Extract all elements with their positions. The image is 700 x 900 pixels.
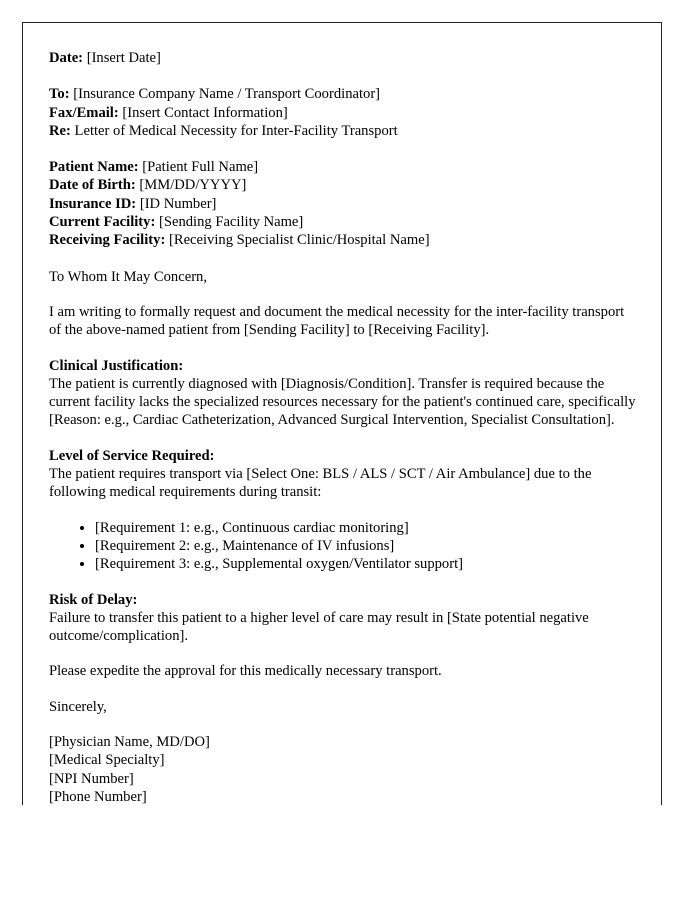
document-page: [22, 22, 662, 805]
fax-email-value: [Insert Contact Information]: [122, 104, 288, 121]
clinical-justification-body: The patient is currently diagnosed with [Diagnosis/Condition]. Transfer is required because the current facility lacks the specialized resources necessary for the patient's continued care, specifically [Reason: e.g., Cardiac Catheterization, Advanced Surgical Intervention, Specialist Consultation].: [49, 375, 636, 429]
requirements-list: [49, 519, 639, 574]
fax-email-label: Fax/Email:: [49, 104, 119, 121]
list-item: • [Requirement 3: e.g., Supplemental oxygen/Ventilator support]: [95, 555, 639, 573]
patient-info-row: [49, 158, 639, 176]
insurance-id-value: [ID Number]: [139, 195, 217, 212]
spacer: [49, 502, 639, 519]
patient-info-row: [49, 195, 639, 213]
signature-line: [Phone Number]: [49, 788, 147, 805]
risk-of-delay-body: Failure to transfer this patient to a higher level of care may result in [State potential negative outcome/complication].: [49, 609, 589, 645]
level-of-service-heading: Level of Service Required:: [49, 447, 215, 464]
spacer: [49, 340, 639, 357]
current-facility-label: Current Facility:: [49, 214, 156, 231]
receiving-facility-value: [Receiving Specialist Clinic/Hospital Name]: [168, 232, 430, 249]
re-value: Letter of Medical Necessity for Inter-Facility Transport: [74, 122, 398, 139]
patient-info-row: [49, 176, 639, 194]
sign-off: Sincerely,: [49, 698, 107, 715]
re-label: Re:: [49, 122, 71, 139]
spacer: [49, 716, 639, 733]
intro-paragraph: I am writing to formally request and document the medical necessity for the inter-facility transport of the above-named patient from [Sending Facility] to [Receiving Facility].: [49, 303, 625, 339]
patient-name-label: Patient Name:: [49, 159, 139, 176]
signature-line: [Physician Name, MD/DO]: [49, 734, 210, 751]
date-value: [Insert Date]: [86, 50, 161, 66]
clinical-justification-heading: Clinical Justification:: [49, 357, 184, 374]
spacer: [49, 250, 639, 268]
level-of-service-body: The patient requires transport via [Select One: BLS / ALS / SCT / Air Ambulance] due to the following medical requirements during transit:: [49, 466, 592, 501]
risk-of-delay-heading: Risk of Delay:: [49, 591, 138, 608]
signature-line: [Medical Specialty]: [49, 752, 165, 769]
signature-line: [NPI Number]: [49, 770, 134, 787]
spacer: [49, 67, 639, 85]
spacer: [49, 140, 639, 158]
re-line: [49, 122, 639, 140]
letter-body: [23, 23, 661, 805]
date-of-birth-value: [MM/DD/YYYY]: [139, 177, 247, 194]
spacer: [49, 430, 639, 447]
patient-name-value: [Patient Full Name]: [142, 159, 259, 176]
date-label: Date:: [49, 50, 84, 66]
list-item: • [Requirement 1: e.g., Continuous cardiac monitoring]: [95, 519, 639, 537]
list-item: • [Requirement 2: e.g., Maintenance of IV infusions]: [95, 537, 639, 555]
to-label: To:: [49, 86, 70, 103]
spacer: [49, 574, 639, 591]
spacer: [49, 681, 639, 698]
spacer: [49, 645, 639, 662]
current-facility-value: [Sending Facility Name]: [158, 214, 304, 231]
patient-info-row: [49, 213, 639, 231]
date-line: [49, 49, 639, 67]
fax-email-line: [49, 104, 639, 122]
patient-info-row: [49, 231, 639, 249]
to-value: [Insurance Company Name / Transport Coordinator]: [73, 86, 381, 103]
spacer: [49, 286, 639, 303]
receiving-facility-label: Receiving Facility:: [49, 232, 166, 249]
date-of-birth-label: Date of Birth:: [49, 177, 136, 194]
insurance-id-label: Insurance ID:: [49, 195, 137, 212]
salutation: To Whom It May Concern,: [49, 268, 207, 285]
closing-request: Please expedite the approval for this medically necessary transport.: [49, 663, 442, 680]
to-line: [49, 85, 639, 103]
